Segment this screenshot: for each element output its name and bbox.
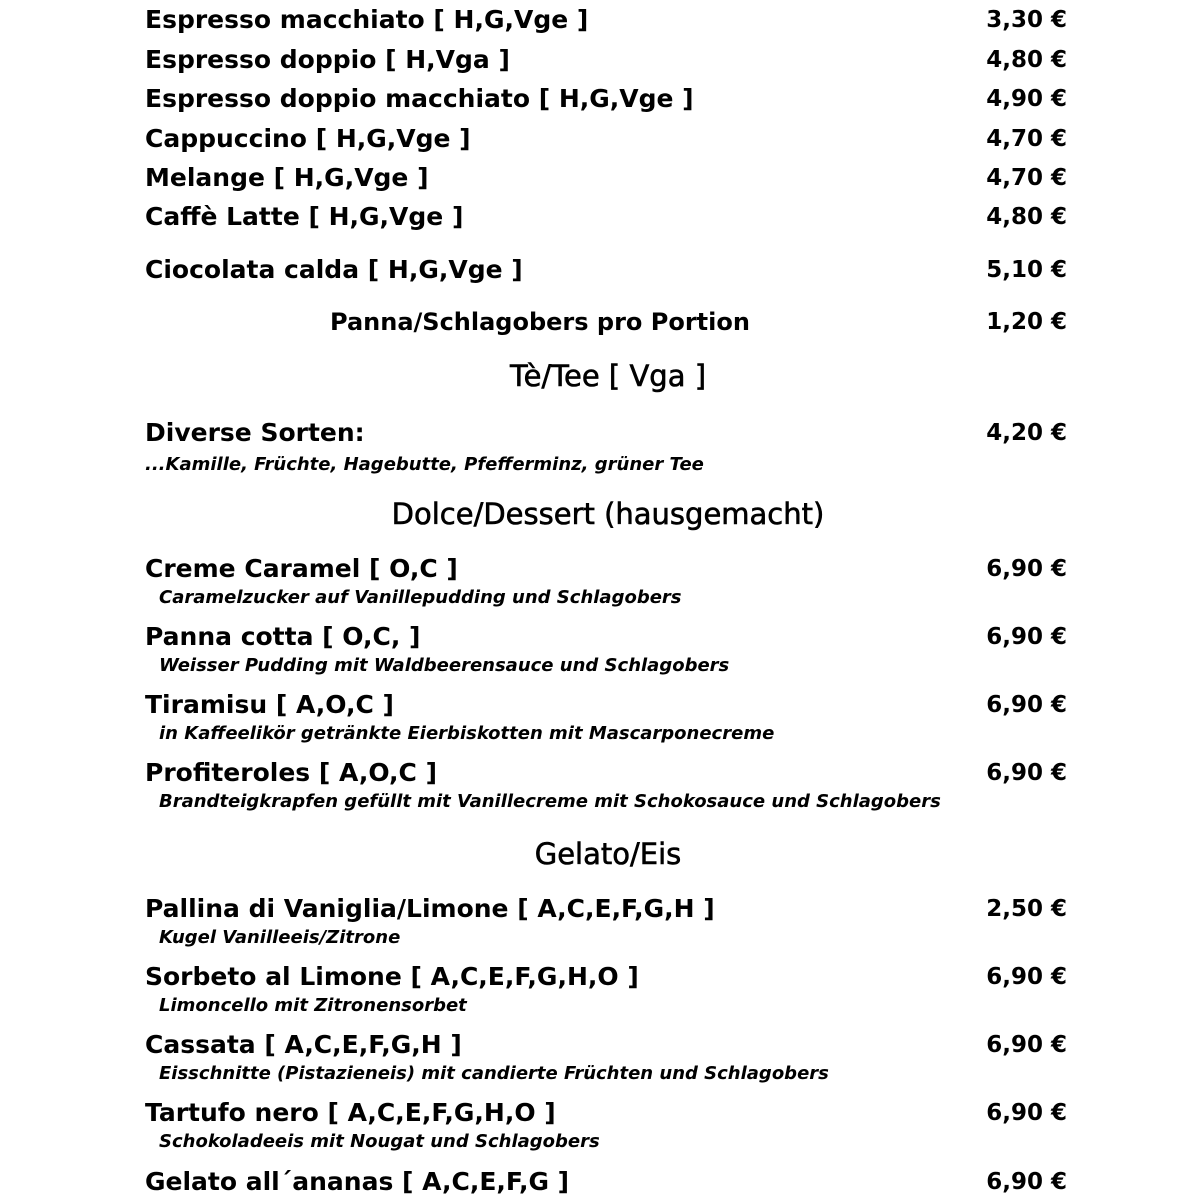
- section-heading-tea: Tè/Tee [ Vga ]: [509, 359, 707, 393]
- gelato-item-price: 6,90 €: [986, 1032, 1067, 1058]
- menu-item-price: 4,80 €: [986, 204, 1067, 230]
- gelato-item-price: 2,50 €: [986, 896, 1067, 922]
- menu-item-price: 4,90 €: [986, 86, 1067, 112]
- gelato-item-name: Tartufo nero [ A,C,E,F,G,H,O ]: [145, 1098, 556, 1127]
- menu-item-price: 4,70 €: [986, 126, 1067, 152]
- menu-item-name: Espresso macchiato [ H,G,Vge ]: [145, 5, 589, 34]
- gelato-item-name: Sorbeto al Limone [ A,C,E,F,G,H,O ]: [145, 962, 639, 991]
- dessert-item-description: in Kaffeelikör getränkte Eierbiskotten mit Mascarponecreme: [159, 723, 775, 744]
- dessert-item-name: Panna cotta [ O,C, ]: [145, 622, 421, 651]
- dessert-item-description: Caramelzucker auf Vanillepudding und Schlagobers: [159, 587, 682, 608]
- menu-item-name: Ciocolata calda [ H,G,Vge ]: [145, 255, 523, 284]
- menu-item-name: Caffè Latte [ H,G,Vge ]: [145, 202, 464, 231]
- gelato-item-price: 6,90 €: [986, 1100, 1067, 1126]
- tea-price: 4,20 €: [986, 420, 1067, 446]
- section-heading-dessert: Dolce/Dessert (hausgemacht): [391, 497, 825, 531]
- gelato-item-price: 6,90 €: [986, 964, 1067, 990]
- dessert-item-name: Creme Caramel [ O,C ]: [145, 554, 458, 583]
- tea-description: ...Kamille, Früchte, Hagebutte, Pfefferminz, grüner Tee: [145, 454, 704, 475]
- gelato-item-description: Limoncello mit Zitronensorbet: [159, 995, 467, 1016]
- gelato-item-description: Kugel Vanilleeis/Zitrone: [159, 927, 401, 948]
- menu-item-price: 5,10 €: [986, 257, 1067, 283]
- gelato-item-description: Eisschnitte (Pistazieneis) mit candierte Früchten und Schlagobers: [159, 1063, 829, 1084]
- menu-item-price: 3,30 €: [986, 7, 1067, 33]
- dessert-item-price: 6,90 €: [986, 760, 1067, 786]
- panna-name: Panna/Schlagobers pro Portion: [330, 308, 750, 336]
- dessert-item-description: Brandteigkrapfen gefüllt mit Vanillecreme mit Schokosauce und Schlagobers: [159, 791, 941, 812]
- gelato-item-description: Schokoladeeis mit Nougat und Schlagobers: [159, 1131, 600, 1152]
- menu-item-name: Cappuccino [ H,G,Vge ]: [145, 124, 471, 153]
- dessert-item-name: Profiteroles [ A,O,C ]: [145, 758, 437, 787]
- dessert-item-price: 6,90 €: [986, 692, 1067, 718]
- gelato-item-price: 6,90 €: [986, 1169, 1067, 1195]
- gelato-item-name: Cassata [ A,C,E,F,G,H ]: [145, 1030, 462, 1059]
- menu-item-price: 4,70 €: [986, 165, 1067, 191]
- menu-item-name: Espresso doppio macchiato [ H,G,Vge ]: [145, 84, 694, 113]
- dessert-item-price: 6,90 €: [986, 556, 1067, 582]
- tea-name: Diverse Sorten:: [145, 418, 365, 447]
- gelato-item-name: Gelato all´ananas [ A,C,E,F,G ]: [145, 1167, 570, 1196]
- menu-item-name: Melange [ H,G,Vge ]: [145, 163, 429, 192]
- dessert-item-price: 6,90 €: [986, 624, 1067, 650]
- menu-item-price: 4,80 €: [986, 47, 1067, 73]
- section-heading-gelato: Gelato/Eis: [534, 837, 682, 871]
- gelato-item-name: Pallina di Vaniglia/Limone [ A,C,E,F,G,H ]: [145, 894, 715, 923]
- dessert-item-name: Tiramisu [ A,O,C ]: [145, 690, 394, 719]
- panna-price: 1,20 €: [986, 309, 1067, 335]
- dessert-item-description: Weisser Pudding mit Waldbeerensauce und Schlagobers: [159, 655, 730, 676]
- menu-item-name: Espresso doppio [ H,Vga ]: [145, 45, 510, 74]
